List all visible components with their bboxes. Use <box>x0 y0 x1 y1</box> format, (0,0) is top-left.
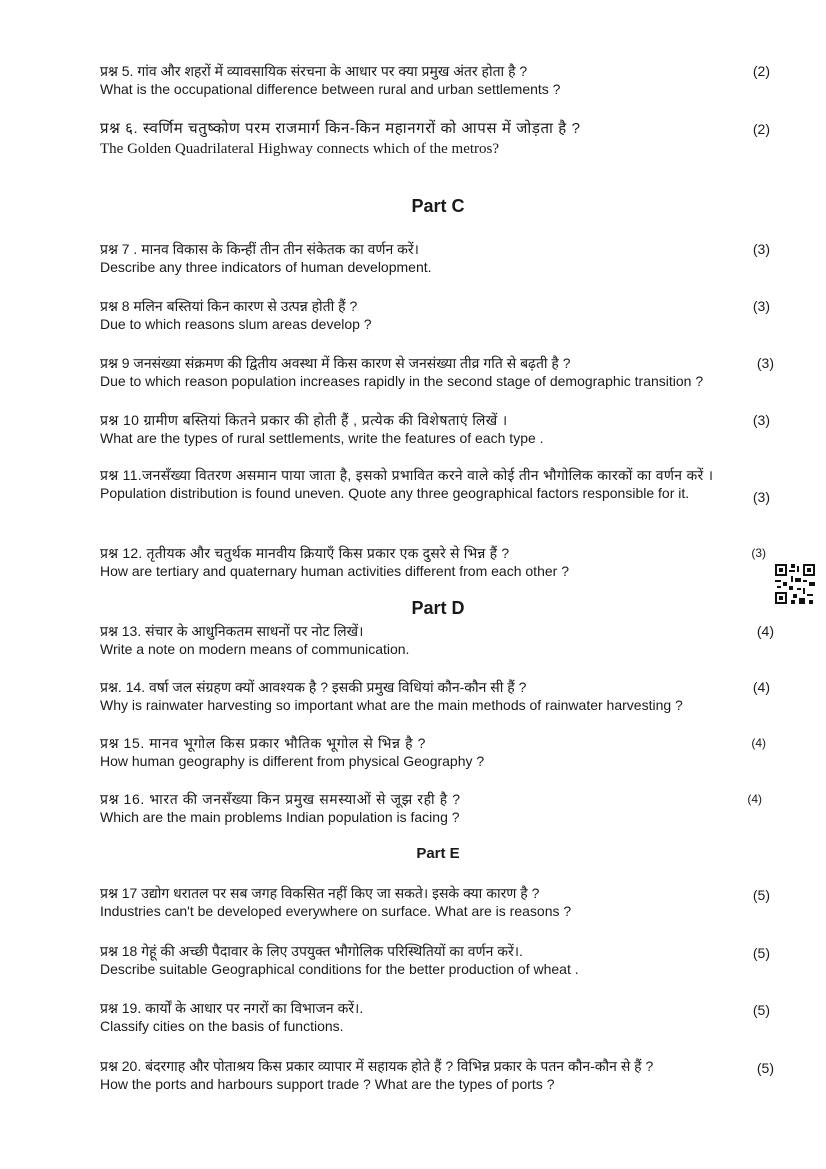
question-english: Describe suitable Geographical conditions for the better production of wheat . <box>100 961 579 977</box>
question-english: Population distribution is found uneven. Quote any three geographical factors responsible for it. <box>100 485 690 501</box>
question-8 <box>100 297 780 333</box>
question-english: Describe any three indicators of human development. <box>100 259 432 275</box>
part-d-heading: Part D <box>411 598 465 618</box>
question-hindi: प्रश्न 5. गांव और शहरों में व्यावसायिक संरचना के आधार पर क्या प्रमुख अंतर होता है ? <box>100 63 528 79</box>
question-12 <box>100 544 780 580</box>
question-14 <box>100 678 780 714</box>
question-5 <box>100 62 780 98</box>
question-hindi: प्रश्न 8 मलिन बस्तियां किन कारण से उत्पन्न होती हैं ? <box>100 298 358 314</box>
question-10 <box>100 411 780 447</box>
question-13 <box>100 622 780 658</box>
question-7 <box>100 240 780 276</box>
question-english: How the ports and harbours support trade ? What are the types of ports ? <box>100 1076 555 1092</box>
question-english: How human geography is different from physical Geography ? <box>100 753 485 769</box>
marks: (2) <box>752 121 770 137</box>
question-hindi: प्रश्न. 14. वर्षा जल संग्रहण क्यों आवश्यक है ? इसकी प्रमुख विधियां कौन-कौन सी हैं ? <box>100 679 527 695</box>
marks: (3) <box>756 355 774 371</box>
question-18 <box>100 942 780 978</box>
marks: (3) <box>752 241 770 257</box>
question-15 <box>100 734 780 770</box>
question-english: How are tertiary and quaternary human activities different from each other ? <box>100 563 569 579</box>
question-11 <box>100 466 780 505</box>
question-hindi: प्रश्न 20. बंदरगाह और पोताश्रय किस प्रकार व्यापार में सहायक होते हैं ? विभिन्न प्रकार के पतन कौन-कौन से हैं ? <box>100 1058 654 1074</box>
marks: (4) <box>752 679 770 695</box>
question-6 <box>100 120 780 158</box>
question-english: The Golden Quadrilateral Highway connects which of the metros? <box>100 141 500 157</box>
question-hindi: प्रश्न 15. मानव भूगोल किस प्रकार भौतिक भूगोल से भिन्न है ? <box>100 735 427 751</box>
question-english: Why is rainwater harvesting so important what are the main methods of rainwater harvesting ? <box>100 697 683 713</box>
marks: (4) <box>747 792 762 806</box>
marks: (3) <box>751 546 766 560</box>
marks: (2) <box>752 63 770 79</box>
question-hindi: प्रश्न 18 गेहूं की अच्छी पैदावार के लिए उपयुक्त भौगोलिक परिस्थितियों का वर्णन करें।. <box>100 943 523 959</box>
question-19 <box>100 999 780 1035</box>
question-17 <box>100 884 780 920</box>
question-hindi: प्रश्न 10 ग्रामीण बस्तियां कितने प्रकार की होती हैं , प्रत्येक की विशेषताएं लिखें । <box>100 412 508 428</box>
question-hindi: प्रश्न 9 जनसंख्या संक्रमण की द्वितीय अवस्था में किस कारण से जनसंख्या तीव्र गति से बढ़ती है ? <box>100 355 571 371</box>
question-english: Due to which reasons slum areas develop ? <box>100 316 372 332</box>
question-20 <box>100 1057 780 1093</box>
question-english: What are the types of rural settlements, write the features of each type . <box>100 430 544 446</box>
question-english: Write a note on modern means of communication. <box>100 641 410 657</box>
question-hindi: प्रश्न 12. तृतीयक और चतुर्थक मानवीय क्रियाएँ किस प्रकार एक दुसरे से भिन्न हैं ? <box>100 545 510 561</box>
marks: (5) <box>756 1060 774 1076</box>
question-english: Classify cities on the basis of functions. <box>100 1018 344 1034</box>
marks: (5) <box>752 887 770 903</box>
question-hindi: प्रश्न 16. भारत की जनसँख्या किन प्रमुख समस्याओं से जूझ रही है ? <box>100 791 461 807</box>
question-9 <box>100 354 780 390</box>
question-16 <box>100 790 780 826</box>
question-hindi: प्रश्न ६. स्वर्णिम चतुष्कोण परम राजमार्ग किन-किन महानगरों को आपस में जोड़ता है ? <box>100 120 581 137</box>
question-english: Due to which reason population increases rapidly in the second stage of demographic transition ? <box>100 373 704 389</box>
marks: (4) <box>751 736 766 750</box>
part-c-heading: Part C <box>411 196 465 216</box>
marks: (5) <box>752 945 770 961</box>
part-e-heading: Part E <box>416 845 460 862</box>
question-english: Industries can't be developed everywhere on surface. What are is reasons ? <box>100 903 572 919</box>
marks: (5) <box>752 1002 770 1018</box>
marks: (4) <box>756 623 774 639</box>
question-hindi: प्रश्न 17 उद्योग धरातल पर सब जगह विकसित नहीं किए जा सकते। इसके क्या कारण है ? <box>100 885 540 901</box>
question-hindi: प्रश्न 7 . मानव विकास के किन्हीं तीन तीन संकेतक का वर्णन करें। <box>100 241 419 257</box>
question-english: What is the occupational difference between rural and urban settlements ? <box>100 81 561 97</box>
question-english: Which are the main problems Indian population is facing ? <box>100 809 460 825</box>
question-hindi: प्रश्न 19. कार्यों के आधार पर नगरों का विभाजन करें।. <box>100 1000 364 1016</box>
marks: (3) <box>752 489 770 505</box>
question-hindi: प्रश्न 13. संचार के आधुनिकतम साधनों पर नोट लिखें। <box>100 623 364 639</box>
marks: (3) <box>752 412 770 428</box>
marks: (3) <box>752 298 770 314</box>
question-hindi: प्रश्न 11.जनसँख्या वितरण असमान पाया जाता है, इसको प्रभावित करने वाले कोई तीन भौगोलिक कारकों का वर्णन करें । <box>100 467 714 483</box>
